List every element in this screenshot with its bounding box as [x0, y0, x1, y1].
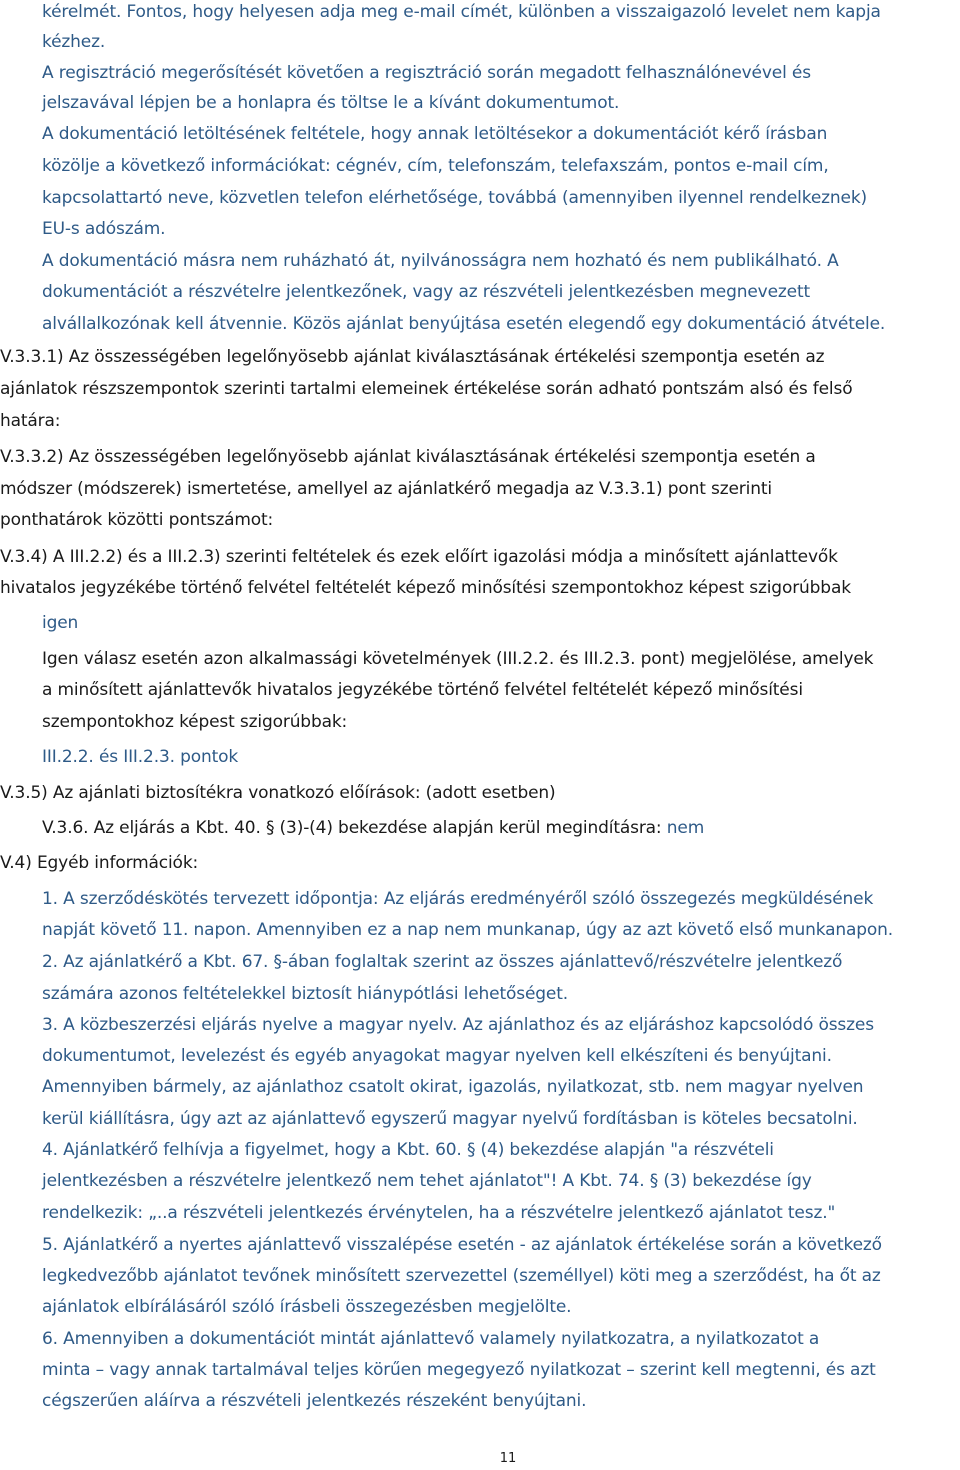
section-v34-detail-answer: III.2.2. és III.2.3. pontok [42, 747, 239, 767]
list-item-line: napját követő 11. napon. Amennyiben ez a nap nem munkanap, úgy az azt követő első munkanapon. [42, 920, 894, 940]
list-item-line: legkedvezőbb ajánlatot tevőnek minősített szervezettel (személlyel) köti meg a szerződést, ha őt az [42, 1266, 881, 1286]
list-item-line: dokumentumot, levelezést és egyéb anyagokat magyar nyelven kell elkészíteni és benyújtani. [42, 1046, 832, 1066]
registration-text: jelszavával lépjen be a honlapra és töltse le a kívánt dokumentumot. [42, 93, 620, 113]
v4-item-3 [42, 1072, 863, 1102]
v4-item-6 [42, 1355, 876, 1385]
transfer-text: A dokumentáció másra nem ruházható át, nyilvánosságra nem hozható és nem publikálható. A [42, 251, 839, 271]
list-item-line: 3. A közbeszerzési eljárás nyelve a magyar nyelv. Az ajánlathoz és az eljáráshoz kapcsolódó összes [42, 1015, 874, 1035]
v4-item-2 [42, 979, 568, 1009]
list-item-line: cégszerűen aláírva a részvételi jelentkezés részeként benyújtani. [42, 1391, 587, 1411]
download-conditions-text: közölje a következő információkat: cégnév, cím, telefonszám, telefaxszám, pontos e-mail cím, [42, 156, 829, 176]
section-v332-text: V.3.3.2) Az összességében legelőnyösebb ajánlat kiválasztásának értékelési szempontja esetén a [0, 447, 816, 467]
v4-item-1 [42, 915, 893, 945]
list-item-line: minta – vagy annak tartalmával teljes körűen megegyező nyilatkozat – szerint kell megtenni, és azt [42, 1360, 876, 1380]
list-item-line: 1. A szerződéskötés tervezett időpontja: Az eljárás eredményéről szóló összegezés megküldésének [42, 889, 874, 909]
section-v36-answer: nem [666, 818, 705, 838]
v4-item-4 [42, 1166, 812, 1196]
section-v34-text: V.3.4) A III.2.2) és a III.2.3) szerinti feltételek és ezek előírt igazolási módja a minősített ajánlattevők [0, 547, 838, 567]
list-item-line: 5. Ajánlatkérő a nyertes ajánlattevő visszalépése esetén - az ajánlatok értékelése során a következő [42, 1235, 882, 1255]
section-v4-heading: V.4) Egyéb információk: [0, 853, 199, 873]
registration-text: kézhez. [42, 32, 106, 52]
registration-text: kérelmét. Fontos, hogy helyesen adja meg e-mail címét, különben a visszaigazoló levelet nem kapja [42, 2, 881, 22]
section-v34-detail: szempontokhoz képest szigorúbbak: [42, 712, 348, 732]
section-v35-text: V.3.5) Az ajánlati biztosítékra vonatkozó előírások: (adott esetben) [0, 783, 556, 803]
section-v331-text: határa: [0, 411, 61, 431]
v4-item-4 [42, 1135, 774, 1165]
list-item-line: kerül kiállításra, úgy azt az ajánlattevő egyszerű magyar nyelvű fordításban is köteles becsatolni. [42, 1109, 858, 1129]
list-item-line: számára azonos feltételekkel biztosít hiánypótlási lehetőséget. [42, 984, 568, 1004]
section-v331-text: V.3.3.1) Az összességében legelőnyösebb ajánlat kiválasztásának értékelési szempontja esetén az [0, 347, 825, 367]
download-conditions-text: A dokumentáció letöltésének feltétele, hogy annak letöltésekor a dokumentációt kérő írásban [42, 124, 828, 144]
page-number: 11 [499, 1451, 517, 1466]
list-item-line: 2. Az ajánlatkérő a Kbt. 67. §-ában foglaltak szerint az összes ajánlattevő/részvételre jelentkező [42, 952, 843, 972]
section-v34-answer: igen [42, 613, 79, 633]
list-item-line: Amennyiben bármely, az ajánlathoz csatolt okirat, igazolás, nyilatkozat, stb. nem magyar nyelven [42, 1077, 864, 1097]
v4-item-5 [42, 1261, 881, 1291]
section-v332-text: módszer (módszerek) ismertetése, amellyel az ajánlatkérő megadja az V.3.3.1) pont szerinti [0, 479, 772, 499]
section-v34-detail: Igen válasz esetén azon alkalmassági követelmények (III.2.2. és III.2.3. pont) megjelölése, amelyek [42, 649, 874, 669]
v4-item-1 [42, 884, 873, 914]
section-v36-label: V.3.6. Az eljárás a Kbt. 40. § (3)-(4) bekezdése alapján kerül megindításra: [42, 818, 667, 838]
v4-item-2 [42, 947, 842, 977]
list-item-line: 6. Amennyiben a dokumentációt mintát ajánlattevő valamely nyilatkozatra, a nyilatkozatot a [42, 1329, 820, 1349]
v4-item-4 [42, 1198, 835, 1228]
section-v332-text: ponthatárok közötti pontszámot: [0, 510, 274, 530]
v4-item-5 [42, 1292, 571, 1322]
list-item-line: rendelkezik: „..a részvételi jelentkezés érvénytelen, ha a részvételre jelentkező ajánlatot tesz." [42, 1203, 836, 1223]
v4-item-3 [42, 1010, 874, 1040]
transfer-text: dokumentációt a részvételre jelentkezőnek, vagy az részvételi jelentkezésben megnevezett [42, 282, 811, 302]
list-item-line: ajánlatok elbírálásáról szóló írásbeli összegezésben megjelölte. [42, 1297, 572, 1317]
list-item-line: 4. Ajánlatkérő felhívja a figyelmet, hogy a Kbt. 60. § (4) bekezdése alapján "a részvételi [42, 1140, 774, 1160]
v4-item-5 [42, 1230, 882, 1260]
list-item-line: jelentkezésben a részvételre jelentkező nem tehet ajánlatot"! A Kbt. 74. § (3) bekezdése így [42, 1171, 812, 1191]
download-conditions-text: EU-s adószám. [42, 219, 166, 239]
v4-item-6 [42, 1324, 819, 1354]
v4-item-3 [42, 1104, 858, 1134]
download-conditions-text: kapcsolattartó neve, közvetlen telefon elérhetősége, továbbá (amennyiben ilyennel rendelkeznek) [42, 188, 868, 208]
transfer-text: alvállalkozónak kell átvennie. Közös ajánlat benyújtása esetén elegendő egy dokumentáció átvétele. [42, 314, 886, 334]
section-v36-text [42, 813, 704, 843]
section-v34-text: hivatalos jegyzékébe történő felvétel feltételét képező minősítési szempontokhoz képest szigorúbbak [0, 578, 851, 598]
registration-text: A regisztráció megerősítését követően a regisztráció során megadott felhasználónevével és [42, 63, 811, 83]
section-v34-detail: a minősített ajánlattevők hivatalos jegyzékébe történő felvétel feltételét képező minősítési [42, 680, 803, 700]
section-v331-text: ajánlatok részszempontok szerinti tartalmi elemeinek értékelése során adható pontszám alsó és felső [0, 379, 853, 399]
v4-item-3 [42, 1041, 832, 1071]
v4-item-6 [42, 1386, 586, 1416]
